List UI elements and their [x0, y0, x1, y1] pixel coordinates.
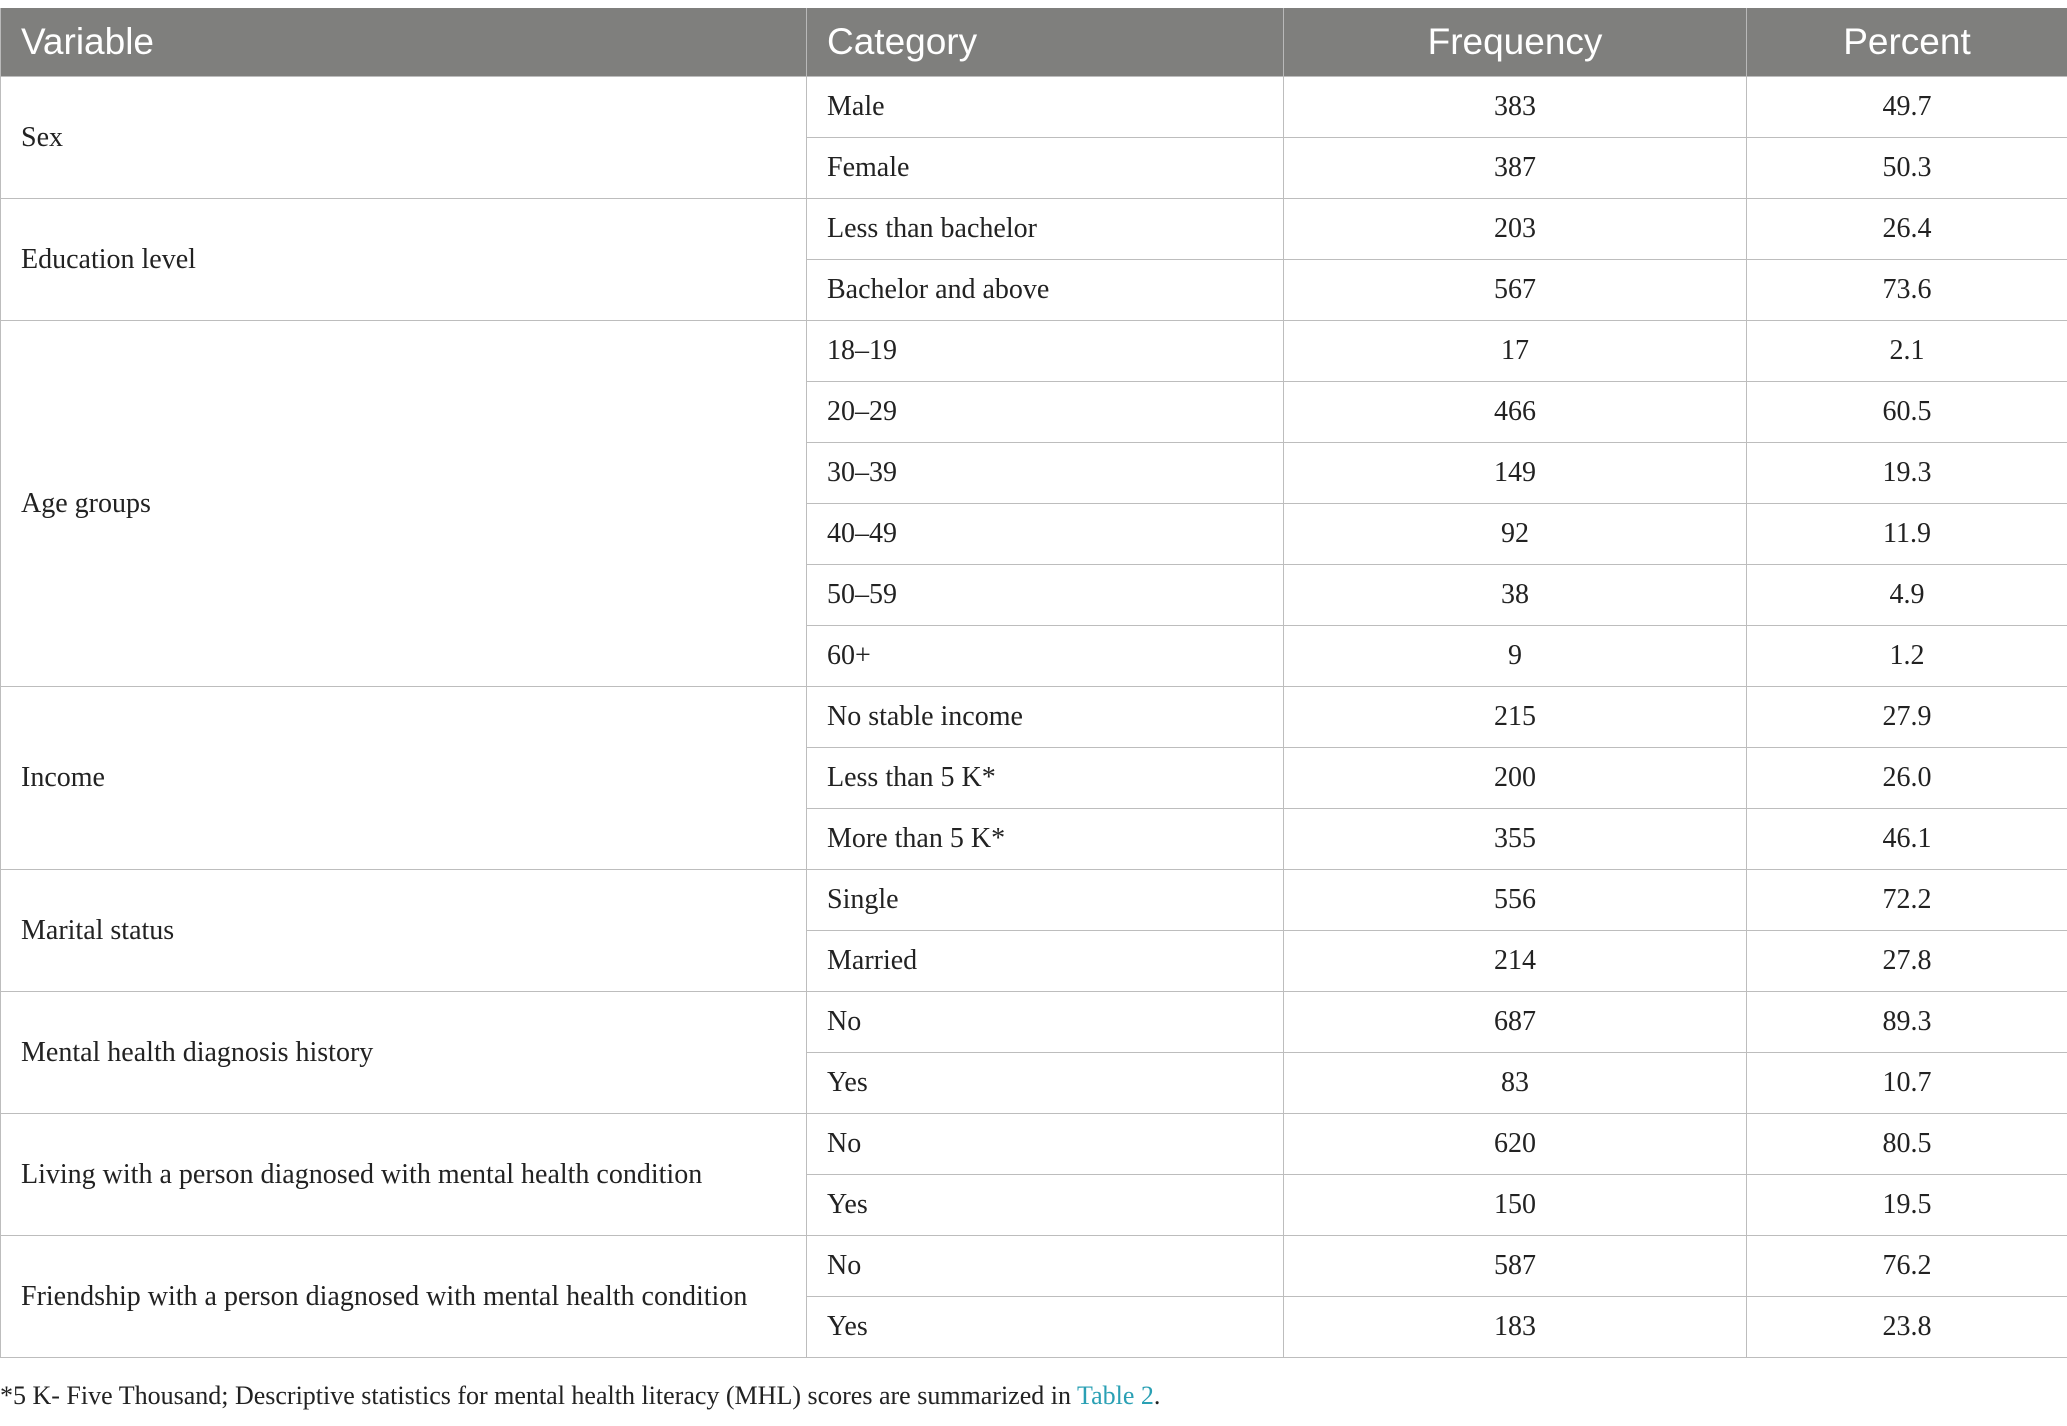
frequency-cell: 466	[1284, 382, 1747, 443]
percent-cell: 23.8	[1747, 1297, 2067, 1358]
percent-cell: 27.8	[1747, 931, 2067, 992]
variable-cell: Mental health diagnosis history	[1, 992, 807, 1114]
frequency-cell: 183	[1284, 1297, 1747, 1358]
category-cell: 30–39	[807, 443, 1284, 504]
category-cell: No stable income	[807, 687, 1284, 748]
category-cell: Yes	[807, 1053, 1284, 1114]
percent-cell: 11.9	[1747, 504, 2067, 565]
category-cell: Male	[807, 77, 1284, 138]
category-cell: Less than 5 K*	[807, 748, 1284, 809]
percent-cell: 27.9	[1747, 687, 2067, 748]
percent-cell: 10.7	[1747, 1053, 2067, 1114]
variable-cell: Sex	[1, 77, 807, 199]
percent-cell: 72.2	[1747, 870, 2067, 931]
category-cell: No	[807, 1236, 1284, 1297]
table-row	[1, 687, 2067, 748]
header-percent: Percent	[1747, 8, 2067, 77]
category-cell: Female	[807, 138, 1284, 199]
category-cell: More than 5 K*	[807, 809, 1284, 870]
category-cell: Yes	[807, 1175, 1284, 1236]
category-cell: 18–19	[807, 321, 1284, 382]
frequency-cell: 556	[1284, 870, 1747, 931]
table-container	[0, 8, 2067, 1358]
frequency-cell: 567	[1284, 260, 1747, 321]
percent-cell: 4.9	[1747, 565, 2067, 626]
table-header-row	[1, 8, 2067, 77]
footnote-suffix: .	[1153, 1381, 1161, 1410]
header-frequency: Frequency	[1284, 8, 1747, 77]
percent-cell: 49.7	[1747, 77, 2067, 138]
category-cell: Yes	[807, 1297, 1284, 1358]
category-cell: 40–49	[807, 504, 1284, 565]
header-category: Category	[807, 8, 1284, 77]
percent-cell: 73.6	[1747, 260, 2067, 321]
frequency-cell: 9	[1284, 626, 1747, 687]
variable-cell: Age groups	[1, 321, 807, 687]
table-row	[1, 870, 2067, 931]
frequency-cell: 383	[1284, 77, 1747, 138]
category-cell: 60+	[807, 626, 1284, 687]
percent-cell: 1.2	[1747, 626, 2067, 687]
frequency-cell: 200	[1284, 748, 1747, 809]
percent-cell: 76.2	[1747, 1236, 2067, 1297]
variable-cell: Income	[1, 687, 807, 870]
frequency-cell: 214	[1284, 931, 1747, 992]
table-row	[1, 321, 2067, 382]
table-row	[1, 199, 2067, 260]
variable-cell: Marital status	[1, 870, 807, 992]
frequency-cell: 38	[1284, 565, 1747, 626]
variable-cell: Friendship with a person diagnosed with mental health condition	[1, 1236, 807, 1358]
header-variable: Variable	[1, 8, 807, 77]
percent-cell: 26.0	[1747, 748, 2067, 809]
frequency-cell: 92	[1284, 504, 1747, 565]
frequency-cell: 203	[1284, 199, 1747, 260]
percent-cell: 19.3	[1747, 443, 2067, 504]
variable-cell: Education level	[1, 199, 807, 321]
frequency-cell: 17	[1284, 321, 1747, 382]
table-row	[1, 992, 2067, 1053]
frequency-cell: 687	[1284, 992, 1747, 1053]
category-cell: 20–29	[807, 382, 1284, 443]
percent-cell: 50.3	[1747, 138, 2067, 199]
category-cell: Less than bachelor	[807, 199, 1284, 260]
percent-cell: 2.1	[1747, 321, 2067, 382]
frequency-cell: 150	[1284, 1175, 1747, 1236]
table-row	[1, 1236, 2067, 1297]
frequency-cell: 620	[1284, 1114, 1747, 1175]
frequency-cell: 587	[1284, 1236, 1747, 1297]
footnote-text: *5 K- Five Thousand; Descriptive statistics for mental health literacy (MHL) scores are summarized in	[0, 1381, 1078, 1410]
frequency-cell: 387	[1284, 138, 1747, 199]
category-cell: Single	[807, 870, 1284, 931]
category-cell: 50–59	[807, 565, 1284, 626]
category-cell: No	[807, 1114, 1284, 1175]
percent-cell: 46.1	[1747, 809, 2067, 870]
frequency-cell: 149	[1284, 443, 1747, 504]
table-body	[1, 77, 2067, 1358]
category-cell: Married	[807, 931, 1284, 992]
frequency-cell: 215	[1284, 687, 1747, 748]
variable-cell: Living with a person diagnosed with mental health condition	[1, 1114, 807, 1236]
table-row	[1, 77, 2067, 138]
percent-cell: 60.5	[1747, 382, 2067, 443]
percent-cell: 89.3	[1747, 992, 2067, 1053]
percent-cell: 19.5	[1747, 1175, 2067, 1236]
category-cell: No	[807, 992, 1284, 1053]
percent-cell: 80.5	[1747, 1114, 2067, 1175]
table-2-link[interactable]: Table 2	[1077, 1381, 1154, 1410]
table-footnote	[0, 1381, 1160, 1411]
frequency-cell: 83	[1284, 1053, 1747, 1114]
frequency-cell: 355	[1284, 809, 1747, 870]
category-cell: Bachelor and above	[807, 260, 1284, 321]
table-row	[1, 1114, 2067, 1175]
demographics-table	[0, 8, 2067, 1358]
percent-cell: 26.4	[1747, 199, 2067, 260]
